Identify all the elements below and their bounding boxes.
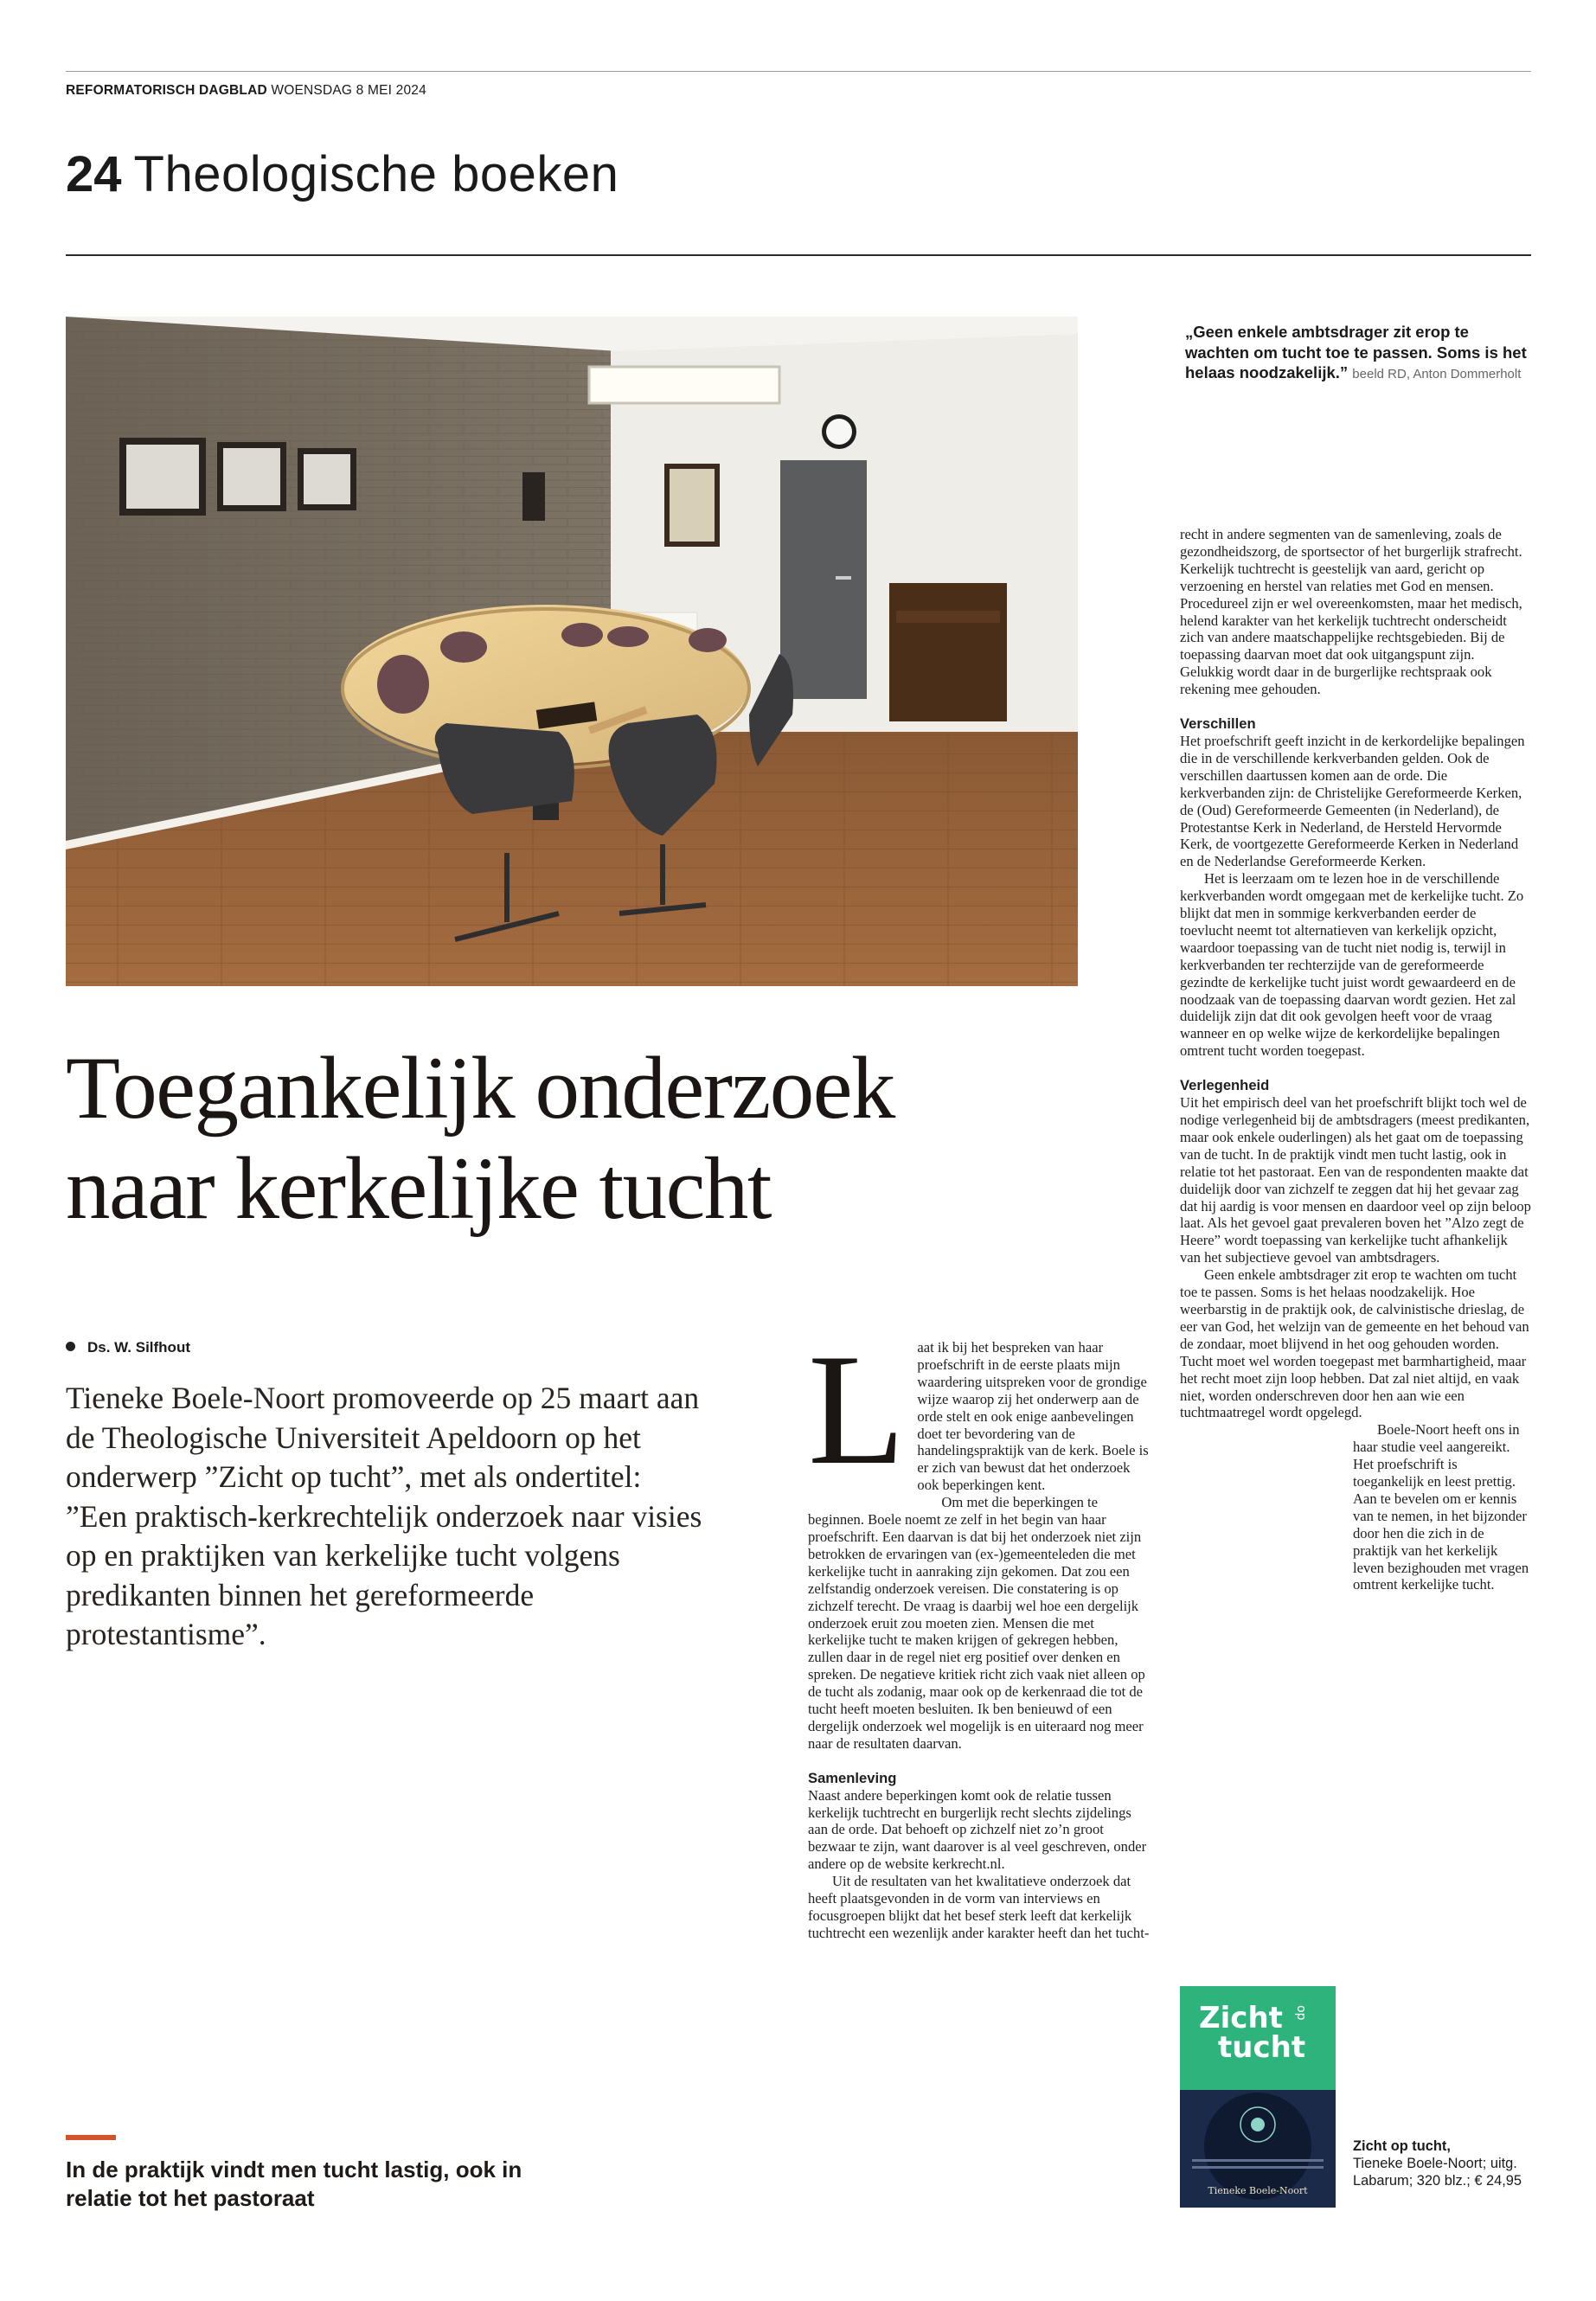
accent-bar xyxy=(66,2135,116,2140)
caption-quote: „Geen enkele ambtsdrager zit erop te wachten om tucht toe te passen. Soms is het helaas noodzakelijk.” xyxy=(1185,323,1527,381)
body-paragraph: aat ik bij het bespreken van haar proefschrift in de eerste plaats mijn waardering uitspreken voor de grondige wijze waarop zij het onderwerp aan de orde stelt en ook enige aanbevelingen doet ter bevordering van de handelingspraktijk van de kerk. Boele is er zich van bewust dat het onderzoek ook beperkingen kent. xyxy=(917,1339,1149,1494)
subheading-verlegenheid: Verlegenheid xyxy=(1180,1077,1270,1094)
top-rule xyxy=(66,71,1531,72)
masthead xyxy=(66,83,426,99)
article-photo xyxy=(66,317,1078,986)
body-paragraph: Geen enkele ambtsdrager zit erop te wachten om tucht toe te passen. Soms is het helaas noodzakelijk. Hoe weerbarstig in de praktijk ook, de calvinistische drieslag, de eer van God, het welzijn van de gemeente en het behoud van de zondaar, moet blijvend in het oog gehouden worden. Tucht moet wel worden toegepast met barmhartigheid, maar het recht moet zijn loop hebben. Dat zal niet altijd, en vaak niet, worden onderschreven door hen aan wie een tuchtmaatregel wordt opgelegd. xyxy=(1180,1266,1529,1421)
intro-paragraph: Tieneke Boele-Noort promoveerde op 25 maart aan de Theologische Universiteit Apeldoorn op het onderwerp ”Zicht op tucht”, met als ondertitel: ”Een praktisch-kerkrechtelijk onderzoek naar visies op en praktijken van kerkelijke tucht volgens predikanten binnen het gereformeerde protestantisme”. xyxy=(66,1381,702,1651)
body-paragraph: Om met die beperkingen te beginnen. Boele noemt ze zelf in het begin van haar proefschrift. Een daarvan is dat bij het onderzoek niet zijn betrokken de ervaringen van (ex-)gemeenteleden die met kerkelijke tucht in aanraking zijn gekomen. Dat zou een zelfstandig onderzoek vereisen. Die constatering is op zichzelf terecht. De vraag is daarbij wel hoe een dergelijk onderzoek eruit zou moeten zien. Mensen die met kerkelijke tucht te maken krijgen of gekregen hebben, zullen daar in de regel niet erg positief over denken en spreken. De negatieve kritiek richt zich vaak niet alleen op de tucht als zodanig, maar ook op de kerkenraad die tot de tucht heeft moeten besluiten. Ik ben benieuwd of een dergelijk onderzoek wel mogelijk is en uiteraard nog meer naar de resultaten daarvan. xyxy=(808,1494,1145,1752)
book-wrap-spacer xyxy=(1180,1456,1353,1741)
page-number: 24 xyxy=(66,146,122,202)
section-name: Theologische boeken xyxy=(133,146,619,202)
subheading-samenleving: Samenleving xyxy=(808,1769,897,1786)
book-title: Zicht op tucht, xyxy=(1353,2138,1451,2154)
body-paragraph: recht in andere segmenten van de samenleving, zoals de gezondheidszorg, de sportsector of het burgerlijk strafrecht. Kerkelijk tuchtrecht is geestelijk van aard, gericht op verzoening en herstel van relaties met God en mensen. Procedureel zijn er wel overeenkomsten, maar het medisch, helend karakter van het kerkelijk tuchtrecht onderscheidt zich van andere maatschappelijke rechtsgebieden. Bij de toepassing daarvan moet dat ook uitgangspunt zijn. Gelukkig wordt daar in de burgerlijke rechtspraak ook rekening mee gehouden. xyxy=(1180,526,1522,698)
subheading-verschillen: Verschillen xyxy=(1180,715,1256,733)
book-cover-title-2: tucht xyxy=(1218,2030,1306,2065)
body-paragraph: Naast andere beperkingen komt ook de relatie tussen kerkelijk tuchtrecht en burgerlijk recht slechts zijdelings aan de orde. Dat behoeft op zichzelf niet zo’n groot bezwaar te zijn, want daarover is al veel geschreven, onder andere op de website kerkrecht.nl. xyxy=(808,1786,1147,1873)
photo-credit: beeld RD, Anton Dommerholt xyxy=(1352,367,1522,381)
body-column-1 xyxy=(808,1321,1151,1942)
headline-line-1: Toegankelijk onderzoek xyxy=(66,1039,894,1138)
issue-date: WOENSDAG 8 MEI 2024 xyxy=(271,83,426,98)
photo-caption xyxy=(1185,322,1531,385)
book-details: Tieneke Boele-Noort; uitg. Labarum; 320 blz.; € 24,95 xyxy=(1353,2155,1522,2189)
byline xyxy=(66,1339,190,1356)
headline xyxy=(66,1038,1138,1239)
body-paragraph: Uit de resultaten van het kwalitatieve onderzoek dat heeft plaatsgevonden in de vorm van interviews en focusgroepen blijkt dat het besef sterk leeft dat kerkelijk tuchtrecht een wezenlijk ander karakter heeft dan het tucht- xyxy=(808,1873,1150,1941)
byline-bullet-icon xyxy=(66,1342,75,1351)
book-cover-title-1: Zicht xyxy=(1199,2001,1283,2035)
body-column-2 xyxy=(1180,526,1531,1741)
drop-cap: L xyxy=(808,1321,906,1497)
section-header xyxy=(66,142,619,208)
body-paragraph: Boele-Noort heeft ons in haar studie veel aangereikt. Het proefschrift is toegankelijk en leest prettig. Aan te bevelen om er kennis van te nemen, in het bijzonder door hen die zich in de praktijk van het kerkelijk leven bezighouden met vragen omtrent kerkelijke tucht. xyxy=(1353,1421,1529,1593)
book-cover xyxy=(1180,1986,1336,2208)
book-info xyxy=(1353,2138,1531,2189)
body-paragraph: Uit het empirisch deel van het proefschrift blijkt toch wel de nodige verlegenheid bij de ambtsdragers (meest predikanten, maar ook enkele ouderlingen) als het gaat om de toepassing van de tucht. In de praktijk vindt men tucht lastig, ook in relatie tot het pastoraat. Een van de respondenten maakte dat duidelijk door van zichzelf te zeggen dat hij het gevaar zag dat hij aardig is voor mensen en daardoor veel op zijn beloop laat. Als het gevoel gaat prevaleren boven het ”Alzo zegt de Heere” wordt toepassing van kerkelijke tucht afhankelijk van het subjectieve gevoel van ambtsdragers. xyxy=(1180,1094,1531,1266)
author-name: Ds. W. Silfhout xyxy=(87,1339,190,1356)
body-paragraph: Het is leerzaam om te lezen hoe in de verschillende kerkverbanden wordt omgegaan met de kerkelijke tucht. Zo blijkt dat men in sommige kerkverbanden eerder de toevlucht neemt tot alternatieven van kerkelijk opzicht, waardoor toepassing van de tucht niet nodig is, terwijl in kerkverbanden ter rechterzijde van de gereformeerde gezindte de kerkelijke tucht juist wordt gewaardeerd en de noodzaak van de toepassing daarvan wordt gezien. Het zal duidelijk zijn dat dit ook gevolgen heeft voor de vraag wanneer en op welke wijze de kerkordelijke bepalingen omtrent tucht worden toegepast. xyxy=(1180,870,1524,1060)
pull-quote: In de praktijk vindt men tucht lastig, ook in relatie tot het pastoraat xyxy=(66,2157,522,2211)
book-cover-title-small: op xyxy=(1294,2005,1308,2021)
book-cover-author: Tieneke Boele-Noort xyxy=(1208,2185,1308,2196)
header-rule xyxy=(66,254,1531,256)
paper-name: REFORMATORISCH DAGBLAD xyxy=(66,83,267,98)
body-paragraph: Het proefschrift geeft inzicht in de kerkordelijke bepalingen die in de verschillende kerkverbanden gelden. Ook de verschillen daartussen komen aan de orde. Die kerkverbanden zijn: de Christelijke Gereformeerde Kerken, de (Oud) Gereformeerde Gemeenten (in Nederland), de Protestantse Kerk in Nederland, de Hersteld Hervormde Kerk, de voortgezette Gereformeerde Kerken in Nederland en de Nederlandse Gereformeerde Kerken. xyxy=(1180,732,1525,870)
headline-line-2: naar kerkelijke tucht xyxy=(66,1139,771,1238)
